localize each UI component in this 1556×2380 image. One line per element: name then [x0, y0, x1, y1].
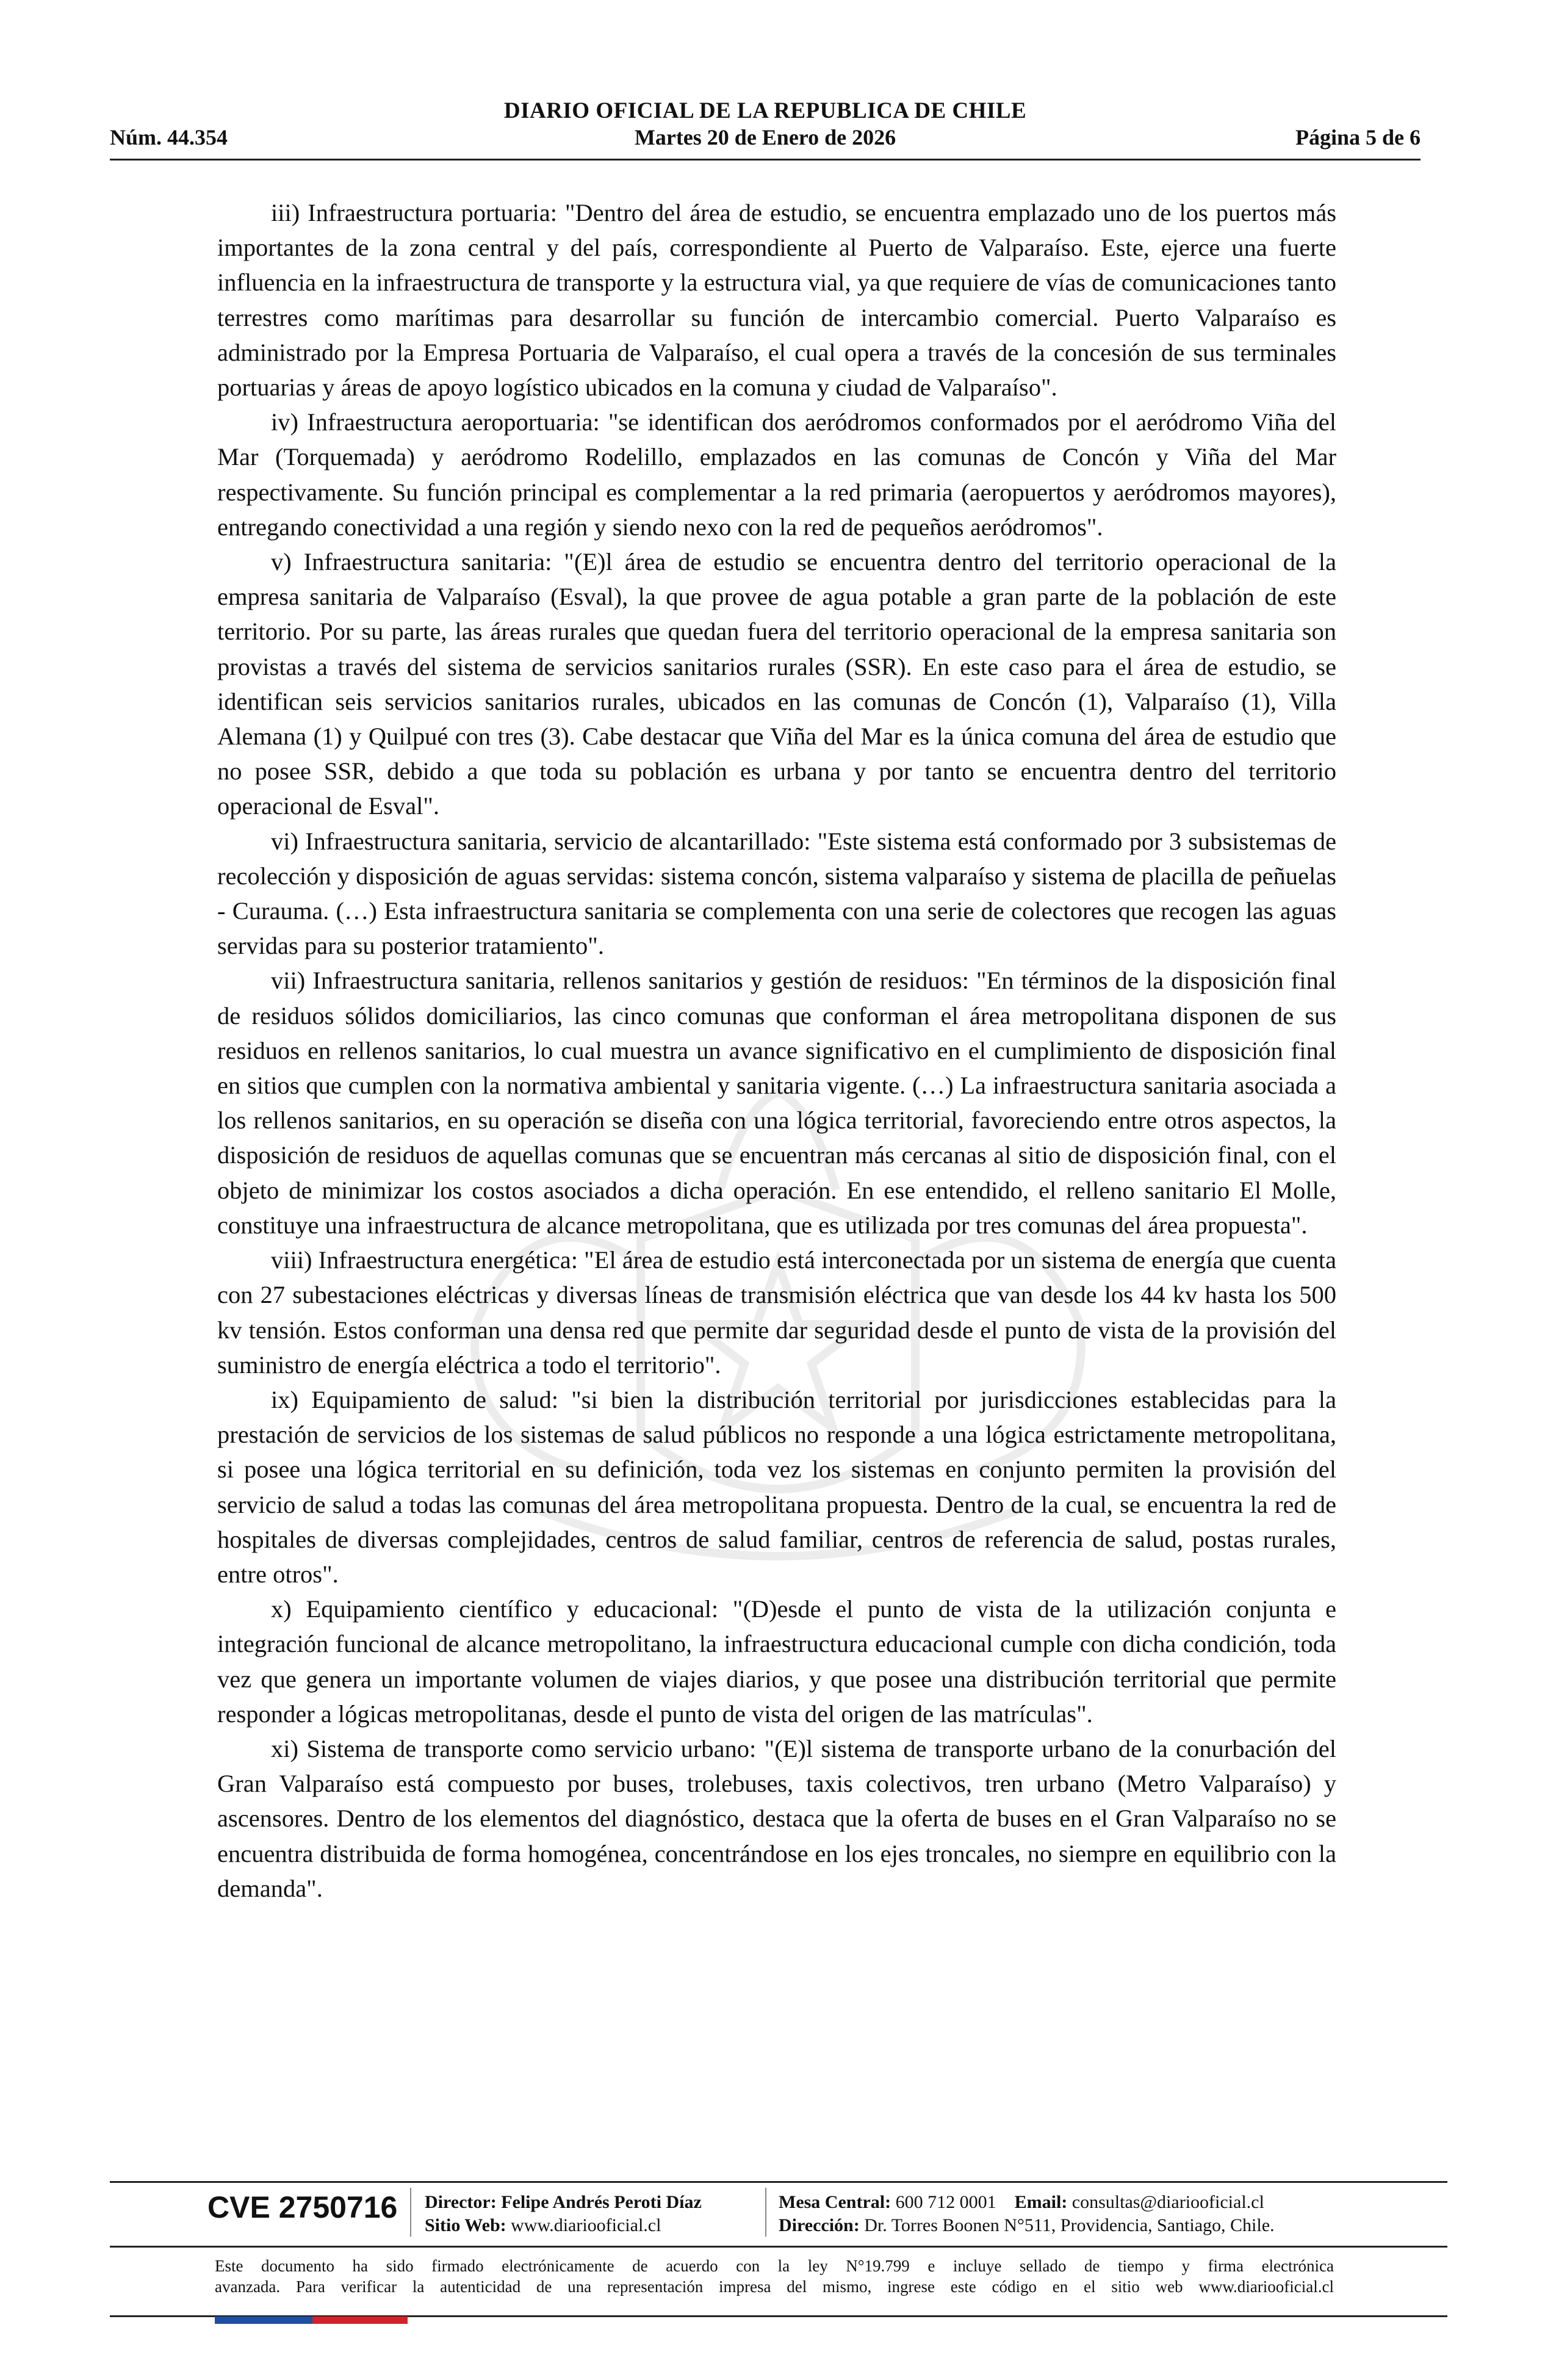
paragraph-health: ix) Equipamiento de salud: "si bien la distribución territorial por jurisdicciones establecidas para la prestación de servicios de los sistemas de salud públicos no responde a una lógica estrictamente metropolitana, si posee una lógica territorial en su definición, toda vez los sistemas en conjunto permiten la provisión del servicio de salud a todas las comunas del área metropolitana propuesta. Dentro de la cual, se encuentra la red de hospitales de diversas complejidades, centros de salud familiar, centros de referencia de salud, postas rurales, entre otros". [217, 1385, 1336, 1588]
footer-director-block [425, 2191, 702, 2237]
paragraph-transport: xi) Sistema de transporte como servicio urbano: "(E)l sistema de transporte urbano de la conurbación del Gran Valparaíso está compuesto por buses, trolebuses, taxis colectivos, tren urbano (Metro Valparaíso) y ascensores. Dentro de los elementos del diagnóstico, destaca que la oferta de buses en el Gran Valparaíso no se encuentra distribuida de forma homogénea, concentrándose en los ejes troncales, no siempre en equilibrio con la demanda". [217, 1734, 1336, 1902]
director-label: Director: [425, 2192, 497, 2212]
site-label: Sitio Web: [425, 2215, 506, 2235]
footer-separator [765, 2188, 766, 2237]
document-body [217, 195, 1336, 1906]
paragraph-sanitary-infrastructure: v) Infraestructura sanitaria: "(E)l área de estudio se encuentra dentro del territorio operacional de la empresa sanitaria de Valparaíso (Esval), la que provee de agua potable a gran parte de la población de este territorio. Por su parte, las áreas rurales que quedan fuera del territorio operacional de la empresa sanitaria son provistas a través del sistema de servicios sanitarios rurales (SSR). En este caso para el área de estudio, se identifican seis servicios sanitarios rurales, ubicados en las comunas de Concón (1), Valparaíso (1), Villa Alemana (1) y Quilpué con tres (3). Cabe destacar que Viña del Mar es la única comuna del área de estudio que no posee SSR, debido a que toda su población es urbana y por tanto se encuentra dentro del territorio operacional de Esval". [217, 548, 1336, 820]
director-name: Felipe Andrés Peroti Díaz [501, 2192, 702, 2212]
address-value: Dr. Torres Boonen N°511, Providencia, Santiago, Chile. [864, 2215, 1275, 2235]
paragraph-port-infrastructure: iii) Infraestructura portuaria: "Dentro del área de estudio, se encuentra emplazado uno de los puertos más importantes de la zona central y del país, correspondiente al Puerto de Valparaíso. Este, ejerce una fuerte influencia en la infraestructura de transporte y la estructura vial, ya que requiere de vías de comunicaciones tanto terrestres como marítimas para desarrollar su función de intercambio comercial. Puerto Valparaíso es administrado por la Empresa Portuaria de Valparaíso, el cual opera a través de la concesión de sus terminales portuarias y áreas de apoyo logístico ubicados en la comuna y ciudad de Valparaíso". [217, 199, 1336, 402]
paragraph-energy: viii) Infraestructura energética: "El área de estudio está interconectada por un sistema de energía que cuenta con 27 subestaciones eléctricas y diversas líneas de transmisión eléctrica que van desde los 44 kv hasta los 500 kv tensión. Estos conforman una densa red que permite dar seguridad desde el punto de vista de la provisión del suministro de energía eléctrica a todo el territorio". [217, 1246, 1336, 1379]
footer-separator [410, 2188, 411, 2237]
address-label: Dirección: [779, 2215, 860, 2235]
site-link[interactable]: www.diariooficial.cl [511, 2215, 661, 2235]
footer-top-divider [110, 2181, 1447, 2183]
mesa-central-phone: 600 712 0001 [895, 2192, 996, 2212]
footer-middle-divider [110, 2246, 1447, 2248]
paragraph-landfills: vii) Infraestructura sanitaria, rellenos sanitarios y gestión de residuos: "En términos de la disposición final de residuos sólidos domiciliarios, las cinco comunas que conforman el área metropolitana disponen de sus residuos en rellenos sanitarios, lo cual muestra un avance significativo en el cumplimiento de disposición final en sitios que cumplen con la normativa ambiental y sanitaria vigente. (…) La infraestructura sanitaria asociada a los rellenos sanitarios, en su operación se diseña con una lógica territorial, favoreciendo entre otros aspectos, la disposición de residuos de aquellas comunas que se encuentran más cercanas al sitio de disposición final, con el objeto de minimizar los costos asociados a dicha operación. En ese entendido, el relleno sanitario El Molle, constituye una infraestructura de alcance metropolitana, que es utilizada por tres comunas del área propuesta". [217, 967, 1336, 1239]
page-indicator: Página 5 de 6 [1295, 125, 1421, 150]
flag-stripe-blue [215, 2317, 312, 2324]
flag-stripe-red [312, 2317, 408, 2324]
page-header [110, 92, 1421, 160]
cve-code: CVE 2750716 [207, 2190, 398, 2224]
footer-contact-block [779, 2191, 1275, 2237]
paragraph-sewerage: vi) Infraestructura sanitaria, servicio de alcantarillado: "Este sistema está conformado por 3 subsistemas de recolección y disposición de aguas servidas: sistema concón, sistema valparaíso y sistema de placilla de peñuelas - Curauma. (…) Esta infraestructura sanitaria se complementa con una serie de colectores que recogen las aguas servidas para su posterior tratamiento". [217, 827, 1336, 960]
paragraph-education: x) Equipamiento científico y educacional: "(D)esde el punto de vista de la utilización conjunta e integración funcional de alcance metropolitano, la infraestructura educacional cumple con dicha condición, toda vez que genera un importante volumen de viajes diarios, y que posee una distribución territorial que permite responder a lógicas metropolitanas, desde el punto de vista del origen de las matrículas". [217, 1595, 1336, 1728]
legal-notice [215, 2256, 1334, 2297]
legal-notice-line: avanzada. Para verificar la autenticidad de una representación impresa del mismo, ingrese este código en el sitio web www.diariooficial.cl [215, 2277, 1334, 2296]
paragraph-airport-infrastructure: iv) Infraestructura aeroportuaria: "se identifican dos aeródromos conformados por el aeródromo Viña del Mar (Torquemada) y aeródromo Rodelillo, emplazados en las comunas de Concón y Viña del Mar respectivamente. Su función principal es complementar a la red primaria (aeropuertos y aeródromos mayores), entregando conectividad a una región y siendo nexo con la red de pequeños aeródromos". [217, 408, 1336, 541]
mesa-central-label: Mesa Central: [779, 2192, 891, 2212]
email-link[interactable]: consultas@diariooficial.cl [1072, 2192, 1264, 2212]
email-label: Email: [1014, 2192, 1068, 2212]
issue-date: Martes 20 de Enero de 2026 [634, 125, 896, 150]
issue-number: Núm. 44.354 [110, 125, 228, 150]
newspaper-title: DIARIO OFICIAL DE LA REPUBLICA DE CHILE [503, 98, 1027, 123]
legal-notice-line: Este documento ha sido firmado electrónicamente de acuerdo con la ley N°19.799 e incluye sellado de tiempo y firma electrónica [215, 2257, 1334, 2275]
